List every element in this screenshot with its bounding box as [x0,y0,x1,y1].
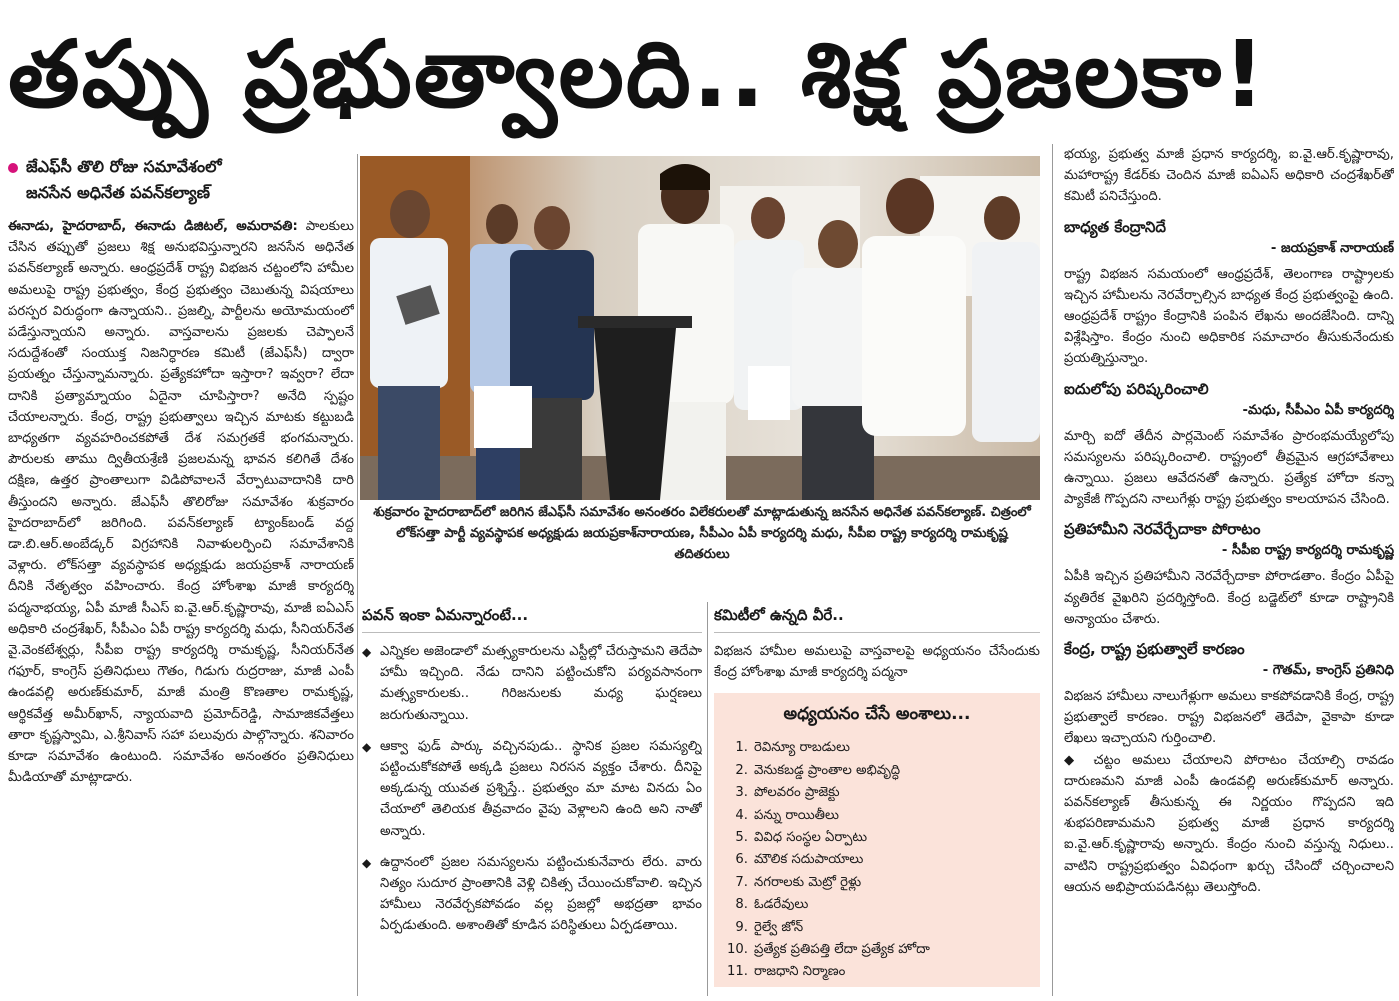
list-item: 6. మౌలిక సదుపాయాలు [735,852,864,868]
list-item: 10. ప్రత్యేక ప్రతిపత్తి లేదా ప్రత్యేక హోదా [727,942,930,958]
diamond-bullet-icon: ◆ [1064,752,1094,768]
list-item: 3. పోలవరం ప్రాజెక్టు [735,785,840,801]
photo-caption: శుక్రవారం హైదరాబాద్‌లో జరిగిన జేఎఫ్‌సీ సమావేశం అనంతరం విలేకరులతో మాట్లాడుతున్న జనసేన అధినేత పవన్‌కల్యాణ్. చిత్రంలో లోక్‌సత్తా పార్టీ వ్యవస్థాపక అధ్యక్షుడు జయప్రకాశ్‌నారాయణ, సీపీఎం ఏపీ కార్యదర్శి మధు, సీపీఐ రాష్ట్ర కార్యదర్శి రామకృష్ణ తదితరులు [373,505,1031,562]
bullet-dot-icon [8,163,18,173]
column-divider [1052,144,1053,996]
section-heading: బాధ్యత కేంద్రానిదే [1064,217,1167,236]
kicker [8,154,354,206]
study-topics-list [724,737,1030,983]
committee-body: విభజన హామీల అమలుపై వాస్తవాలపై అధ్యయనం చేసేందుకు కేంద్ర హోంశాఖ మాజీ కార్యదర్శి పద్మనా [714,644,1040,681]
list-item: 7. నగరాలకు మెట్రో రైళ్లు [735,874,862,890]
committee-section [714,602,1040,996]
study-topics-title: అధ్యయనం చేసే అంశాలు... [783,704,971,725]
list-item: 11. రాజధాని నిర్మాణం [727,964,846,980]
list-item: ◆ ఎన్నికల అజెండాలో మత్స్యకారులను ఎస్టీల్లో చేరుస్తామని తెదేపా హామీ ఇచ్చింది. నేడు దానిని పట్టించుకోని పర్యవసానంగా మత్స్యకారులకు.. గిరిజనులకు మధ్య ఘర్షణలు జరుగుతున్నాయి. [362,644,702,723]
section-byline: - జయప్రకాశ్ నారాయణ్ [1270,240,1394,256]
lead-body: పాలకులు చేసిన తప్పుతో ప్రజలు శిక్ష అనుభవిస్తున్నారని జనసేన అధినేత పవన్‌కల్యాణ్ అన్నారు. ఆంధ్రప్రదేశ్ రాష్ట్ర విభజన చట్టంలోని హామీల అమలుపై రాష్ట్ర ప్రభుత్వం, కేంద్ర ప్రభుత్వం చెబుతున్న విషయాలు పరస్పర విరుద్ధంగా ఉన్నాయని.. ప్రజల్ని, పార్టీలను అయోమయంలో పడేస్తున్నాయని అన్నారు. వాస్తవాలను ప్రజలకు చెప్పాలనే సదుద్దేశంతో సంయుక్త నిజనిర్ధారణ కమిటీ (జేఎఫ్‌సీ) ద్వారా ప్రయత్నం చేస్తున్నామన్నారు. ప్రత్యేకహోదా ఇస్తారా? ఇవ్వరా? లేదా దానికి ప్రత్యామ్నాయం ఏదైనా చూపిస్తారా? అనేది స్పష్టం చేయాలన్నారు. కేంద్ర, రాష్ట్ర ప్రభుత్వాలు ఇచ్చిన మాటకు కట్టుబడి బాధ్యతగా వ్యవహరించకపోతే దేశ సమగ్రతకే భంగమన్నారు. పౌరులకు తాము ద్వితీయశ్రేణి ప్రజలమన్న భావన కలిగితే దేశం దక్షిణ, ఉత్తర ప్రాంతాలుగా విడిపోవాలనే వేర్పాటువాదానికి దారి తీస్తుందని అన్నారు. జేఎఫ్‌సీ తొలిరోజు సమావేశం శుక్రవారం హైదరాబాద్‌లో జరిగింది. పవన్‌కల్యాణ్ ట్యాంక్‌బండ్ వద్ద డా.బి.ఆర్.అంబేడ్కర్ విగ్రహానికి నివాళులర్పించి సమావేశానికి వెళ్లారు. లోక్‌సత్తా వ్యవస్థాపక అధ్యక్షుడు జయప్రకాశ్ నారాయణ్ దీనికి నేతృత్వం వహించారు. కేంద్ర హోంశాఖ మాజీ కార్యదర్శి పద్మనాభయ్య, ఏపీ మాజీ సీఎస్ ఐ.వై.ఆర్.కృష్ణారావు, మాజీ ఐఏఎస్ అధికారి చంద్రశేఖర్, సీపీఎం ఏపీ రాష్ట్ర కార్యదర్శి మధు, సీనియర్‌నేత వై.వెంకటేశ్వర్లు, సీపీఐ రాష్ట్ర కార్యదర్శి రామకృష్ణ, సీనియర్‌నేత గఫూర్, కాంగ్రెస్ ప్రతినిధులు గౌతం, గిడుగు రుద్రరాజు, మాజీ ఎంపీ ఉండవల్లి అరుణ్‌కుమార్, మాజీ మంత్రి కొణతాల రామకృష్ణ, ఆర్థికవేత్త అమీర్‌ఖాన్, న్యాయవాది ప్రమోద్‌రెడ్డి, సామాజికవేత్తలు తారా కృష్ణస్వామి, ఎ.శ్రీనివాస్ సహా పలువురు పాల్గొన్నారు. శనివారం కూడా సమావేశం ఉంటుంది. సమావేశం అనంతరం ప్రతినిధులు మీడియాతో మాట్లాడారు. [8,219,354,786]
news-photo [360,156,1040,500]
section-body: రాష్ట్ర విభజన సమయంలో ఆంధ్రప్రదేశ్, తెలంగాణ రాష్ట్రాలకు ఇచ్చిన హామీలను నెరవేర్చాల్సిన బాధ్యత కేంద్ర ప్రభుత్వంపై ఉంది. ఆంధ్రప్రదేశ్ రాష్ట్రం కేంద్రానికి పంపిన లేఖను అందజేసింది. దాన్ని విశ్లేషిస్తాం. కేంద్రం నుంచి అధికారిక సమాచారం తీసుకునేందుకు ప్రయత్నిస్తున్నాం. [1064,266,1394,367]
section-heading: కేంద్ర, రాష్ట్ర ప్రభుత్వాలే కారణం [1064,640,1245,659]
section-heading: ప్రతిహామీని నెరవేర్చేదాకా పోరాటం [1064,520,1261,539]
list-item: 5. వివిధ సంస్థల ఏర్పాటు [735,830,868,846]
list-item: 2. వెనుకబడ్డ ప్రాంతాల అభివృద్ధి [735,762,901,778]
diamond-bullet-icon: ◆ [362,855,372,870]
committee-title: కమిటీలో ఉన్నది వీరే.. [714,602,1040,633]
right-column [1064,144,1394,996]
press-meet-photo [360,156,1040,500]
section-body: మార్చి ఐదో తేదీన పార్లమెంట్ సమావేశం ప్రారంభమయ్యేలోపు సమస్యలను పరిష్కరించాలి. రాష్ట్రంలో తీవ్రమైన ఆగ్రహావేశాలు ఉన్నాయి. ప్రజలు ఆవేదనతో ఉన్నారు. ప్రత్యేక హోదా కన్నా ప్యాకేజీ గొప్పదని నాలుగేళ్లు రాష్ట్ర ప్రభుత్వం కాలయాపన చేసింది. [1064,428,1394,508]
column-divider [357,154,358,996]
study-topics-box [714,693,1040,987]
section-body: ఏపీకి ఇచ్చిన ప్రతిహామీని నెరవేర్చేదాకా పోరాడతాం. కేంద్రం ఏపీపై వ్యతిరేక వైఖరిని ప్రదర్శిస్తోంది. కేంద్ర బడ్జెట్‌లో కూడా రాష్ట్రానికి అన్యాయం చేశారు. [1064,569,1394,627]
section-byline: -మధు, సీపీఎం ఏపీ కార్యదర్శి [1242,402,1394,418]
diamond-bullet-icon: ◆ [362,645,372,659]
list-item: ◆ ఉద్దానంలో ప్రజల సమస్యలను పట్టించుకునేవారు లేరు. వారు నిత్యం సుదూర ప్రాంతానికి వెళ్లి చికిత్స చేయించుకోవాలి. ఇచ్చిన హామీలు నెరవేర్చకపోవడం వల్ల ప్రజల్లో అభద్రతా భావం ఏర్పడుతుంది. అశాంతితో కూడిన పరిస్థితులు ఏర్పడతాయి. [362,854,702,934]
kicker-line-2: జనసేన అధినేత పవన్‌కల్యాణ్ [26,183,210,202]
lead-article [8,216,354,788]
section-byline: - గౌతమ్, కాంగ్రెస్ ప్రతినిధి [1262,663,1394,679]
pawan-says-section [362,602,702,996]
committee-continued: భయ్య, ప్రభుత్వ మాజీ ప్రధాన కార్యదర్శి, ఐ.వై.ఆర్.కృష్ణారావు, మహారాష్ట్ర కేడర్‌కు చెందిన మాజీ ఐఏఎస్ అధికారి చంద్రశేఖర్‌తో కమిటీ పనిచేస్తుంది. [1064,147,1394,205]
kicker-line-1: జేఎఫ్‌సీ తొలి రోజు సమావేశంలో [26,157,222,176]
diamond-bullet-icon: ◆ [362,739,372,754]
page-headline: తప్పు ప్రభుత్వాలది.. శిక్ష ప్రజలకా! [8,21,1267,128]
list-item: 8. ఓడరేవులు [735,897,809,913]
dateline: ఈనాడు, హైదరాబాద్, ఈనాడు డిజిటల్, అమరావతి: [8,219,298,234]
section-body: విభజన హామీలు నాలుగేళ్లుగా అమలు కాకపోవడానికి కేంద్ర, రాష్ట్ర ప్రభుత్వాలే కారణం. రాష్ట్ర విభజనలో తెదేపా, వైకాపా కూడా లేఖలు ఇచ్చాయని గుర్తించాలి. [1064,689,1394,747]
pawan-says-list [362,641,702,937]
closing-paragraph: ◆ చట్టం అమలు చేయాలని పోరాటం చేయాల్సి రావడం దారుణమని మాజీ ఎంపీ ఉండవల్లి అరుణ్‌కుమార్ అన్నారు. పవన్‌కల్యాణ్ తీసుకున్న ఈ నిర్ణయం గొప్పదని ఇది శుభపరిణామమని ప్రభుత్వ మాజీ ప్రధాన కార్యదర్శి ఐ.వై.ఆర్.కృష్ణారావు అన్నారు. కేంద్రం నుంచి వస్తున్న నిధులు.. వాటిని రాష్ట్రప్రభుత్వం ఏవిధంగా ఖర్చు చేసిందో చర్చించాలని ఆయన అభిప్రాయపడినట్లు తెలుస్తోంది. [1064,752,1394,895]
section-heading: ఐదులోపు పరిష్కరించాలి [1064,379,1209,398]
column-divider [707,602,708,996]
section-byline: - సీపీఐ రాష్ట్ర కార్యదర్శి రామకృష్ణ [1221,543,1394,559]
list-item: 1. రెవిన్యూ రాబడులు [735,740,850,756]
list-item: 9. రైల్వే జోన్ [735,919,804,935]
list-item: ◆ ఆక్వా ఫుడ్ పార్కు వచ్చినపుడు.. స్థానిక ప్రజల సమస్యల్ని పట్టించుకోకపోతే అక్కడి ప్రజలు నిరసన వ్యక్తం చేశారు. దీనిపై అక్కడున్న యువత ప్రశ్నిస్తే.. ప్రభుత్వం మా మాట వినదు ఏం చేయాలో తెలియక తీవ్రవాదం వైపు వెళ్లాలని ఉంది అని నాతో అన్నారు. [362,738,702,839]
left-column [8,154,354,996]
pawan-says-title: పవన్ ఇంకా ఏమన్నారంటే... [362,602,702,633]
list-item: 4. పన్ను రాయితీలు [735,807,839,823]
